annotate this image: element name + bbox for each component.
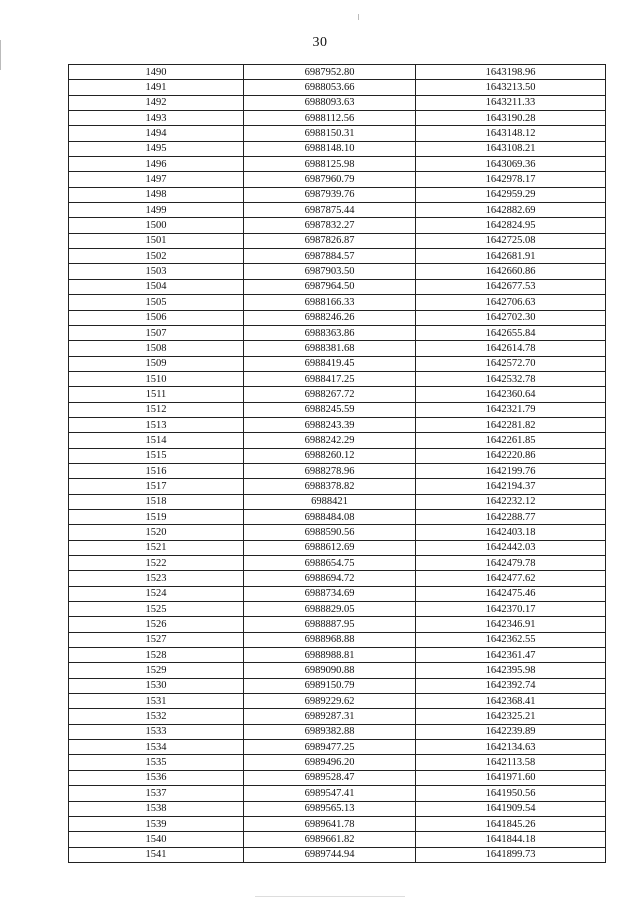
y-coordinate-cell: 1642479.78 — [416, 556, 606, 571]
table-row — [69, 80, 606, 95]
y-coordinate-cell: 1642702.30 — [416, 310, 606, 325]
point-number-cell: 1516 — [69, 463, 244, 478]
point-number-cell: 1528 — [69, 648, 244, 663]
y-coordinate-cell: 1642370.17 — [416, 602, 606, 617]
x-coordinate-cell: 6987832.27 — [244, 218, 416, 233]
x-coordinate-cell: 6988053.66 — [244, 80, 416, 95]
x-coordinate-cell: 6988887.95 — [244, 617, 416, 632]
table-row — [69, 387, 606, 402]
table-row — [69, 249, 606, 264]
x-coordinate-cell: 6988243.39 — [244, 417, 416, 432]
point-number-cell: 1495 — [69, 141, 244, 156]
x-coordinate-cell: 6989641.78 — [244, 816, 416, 831]
y-coordinate-cell: 1641845.26 — [416, 816, 606, 831]
point-number-cell: 1539 — [69, 816, 244, 831]
point-number-cell: 1498 — [69, 187, 244, 202]
y-coordinate-cell: 1643108.21 — [416, 141, 606, 156]
point-number-cell: 1532 — [69, 709, 244, 724]
y-coordinate-cell: 1643069.36 — [416, 157, 606, 172]
table-row — [69, 755, 606, 770]
x-coordinate-cell: 6987960.79 — [244, 172, 416, 187]
point-number-cell: 1508 — [69, 341, 244, 356]
point-number-cell: 1494 — [69, 126, 244, 141]
table-row — [69, 847, 606, 862]
table-row — [69, 479, 606, 494]
table-row — [69, 341, 606, 356]
y-coordinate-cell: 1642978.17 — [416, 172, 606, 187]
x-coordinate-cell: 6989744.94 — [244, 847, 416, 862]
x-coordinate-cell: 6988242.29 — [244, 433, 416, 448]
y-coordinate-cell: 1643211.33 — [416, 95, 606, 110]
y-coordinate-cell: 1642475.46 — [416, 586, 606, 601]
point-number-cell: 1490 — [69, 65, 244, 80]
y-coordinate-cell: 1642706.63 — [416, 295, 606, 310]
table-row — [69, 494, 606, 509]
x-coordinate-cell: 6988166.33 — [244, 295, 416, 310]
table-row — [69, 694, 606, 709]
point-number-cell: 1509 — [69, 356, 244, 371]
point-number-cell: 1491 — [69, 80, 244, 95]
table-row — [69, 617, 606, 632]
y-coordinate-cell: 1642360.64 — [416, 387, 606, 402]
coordinates-table-body — [69, 65, 606, 863]
x-coordinate-cell: 6988612.69 — [244, 540, 416, 555]
table-row — [69, 325, 606, 340]
x-coordinate-cell: 6989229.62 — [244, 694, 416, 709]
table-row — [69, 648, 606, 663]
y-coordinate-cell: 1642199.76 — [416, 463, 606, 478]
y-coordinate-cell: 1642321.79 — [416, 402, 606, 417]
y-coordinate-cell: 1642325.21 — [416, 709, 606, 724]
x-coordinate-cell: 6987939.76 — [244, 187, 416, 202]
x-coordinate-cell: 6989382.88 — [244, 724, 416, 739]
point-number-cell: 1523 — [69, 571, 244, 586]
y-coordinate-cell: 1641909.54 — [416, 801, 606, 816]
table-row — [69, 571, 606, 586]
table-row — [69, 509, 606, 524]
y-coordinate-cell: 1642477.62 — [416, 571, 606, 586]
x-coordinate-cell: 6987875.44 — [244, 203, 416, 218]
y-coordinate-cell: 1641899.73 — [416, 847, 606, 862]
table-row — [69, 816, 606, 831]
x-coordinate-cell: 6989528.47 — [244, 770, 416, 785]
y-coordinate-cell: 1642824.95 — [416, 218, 606, 233]
coordinates-table — [68, 64, 606, 863]
y-coordinate-cell: 1642281.82 — [416, 417, 606, 432]
y-coordinate-cell: 1641844.18 — [416, 832, 606, 847]
y-coordinate-cell: 1642655.84 — [416, 325, 606, 340]
point-number-cell: 1502 — [69, 249, 244, 264]
table-row — [69, 218, 606, 233]
point-number-cell: 1503 — [69, 264, 244, 279]
table-row — [69, 417, 606, 432]
x-coordinate-cell: 6989565.13 — [244, 801, 416, 816]
point-number-cell: 1538 — [69, 801, 244, 816]
table-row — [69, 586, 606, 601]
y-coordinate-cell: 1642681.91 — [416, 249, 606, 264]
table-row — [69, 310, 606, 325]
point-number-cell: 1497 — [69, 172, 244, 187]
point-number-cell: 1504 — [69, 279, 244, 294]
y-coordinate-cell: 1642882.69 — [416, 203, 606, 218]
y-coordinate-cell: 1642392.74 — [416, 678, 606, 693]
x-coordinate-cell: 6989496.20 — [244, 755, 416, 770]
y-coordinate-cell: 1642442.03 — [416, 540, 606, 555]
y-coordinate-cell: 1642113.58 — [416, 755, 606, 770]
point-number-cell: 1512 — [69, 402, 244, 417]
table-row — [69, 463, 606, 478]
point-number-cell: 1505 — [69, 295, 244, 310]
x-coordinate-cell: 6988378.82 — [244, 479, 416, 494]
table-row — [69, 525, 606, 540]
x-coordinate-cell: 6988148.10 — [244, 141, 416, 156]
point-number-cell: 1525 — [69, 602, 244, 617]
table-row — [69, 786, 606, 801]
table-row — [69, 65, 606, 80]
table-row — [69, 663, 606, 678]
point-number-cell: 1529 — [69, 663, 244, 678]
scan-artifact-left — [0, 40, 1, 70]
table-row — [69, 172, 606, 187]
point-number-cell: 1533 — [69, 724, 244, 739]
x-coordinate-cell: 6989287.31 — [244, 709, 416, 724]
table-row — [69, 371, 606, 386]
table-row — [69, 264, 606, 279]
x-coordinate-cell: 6988150.31 — [244, 126, 416, 141]
y-coordinate-cell: 1642239.89 — [416, 724, 606, 739]
point-number-cell: 1520 — [69, 525, 244, 540]
point-number-cell: 1521 — [69, 540, 244, 555]
x-coordinate-cell: 6988694.72 — [244, 571, 416, 586]
x-coordinate-cell: 6987903.50 — [244, 264, 416, 279]
y-coordinate-cell: 1643148.12 — [416, 126, 606, 141]
point-number-cell: 1496 — [69, 157, 244, 172]
y-coordinate-cell: 1642403.18 — [416, 525, 606, 540]
table-row — [69, 724, 606, 739]
y-coordinate-cell: 1642220.86 — [416, 448, 606, 463]
x-coordinate-cell: 6988125.98 — [244, 157, 416, 172]
table-row — [69, 356, 606, 371]
point-number-cell: 1492 — [69, 95, 244, 110]
table-row — [69, 770, 606, 785]
x-coordinate-cell: 6988988.81 — [244, 648, 416, 663]
point-number-cell: 1526 — [69, 617, 244, 632]
x-coordinate-cell: 6987884.57 — [244, 249, 416, 264]
table-row — [69, 295, 606, 310]
table-row — [69, 233, 606, 248]
point-number-cell: 1527 — [69, 632, 244, 647]
y-coordinate-cell: 1641971.60 — [416, 770, 606, 785]
table-row — [69, 832, 606, 847]
table-row — [69, 602, 606, 617]
x-coordinate-cell: 6989090.88 — [244, 663, 416, 678]
x-coordinate-cell: 6988278.96 — [244, 463, 416, 478]
point-number-cell: 1513 — [69, 417, 244, 432]
y-coordinate-cell: 1641950.56 — [416, 786, 606, 801]
y-coordinate-cell: 1642346.91 — [416, 617, 606, 632]
table-row — [69, 126, 606, 141]
x-coordinate-cell: 6988363.86 — [244, 325, 416, 340]
table-row — [69, 141, 606, 156]
table-row — [69, 448, 606, 463]
y-coordinate-cell: 1642614.78 — [416, 341, 606, 356]
point-number-cell: 1541 — [69, 847, 244, 862]
table-row — [69, 433, 606, 448]
point-number-cell: 1507 — [69, 325, 244, 340]
x-coordinate-cell: 6988590.56 — [244, 525, 416, 540]
x-coordinate-cell: 6989661.82 — [244, 832, 416, 847]
y-coordinate-cell: 1643213.50 — [416, 80, 606, 95]
point-number-cell: 1535 — [69, 755, 244, 770]
x-coordinate-cell: 6988112.56 — [244, 111, 416, 126]
scan-artifact-bottom — [255, 896, 405, 897]
point-number-cell: 1506 — [69, 310, 244, 325]
point-number-cell: 1518 — [69, 494, 244, 509]
x-coordinate-cell: 6988260.12 — [244, 448, 416, 463]
y-coordinate-cell: 1642361.47 — [416, 648, 606, 663]
y-coordinate-cell: 1642368.41 — [416, 694, 606, 709]
x-coordinate-cell: 6989150.79 — [244, 678, 416, 693]
y-coordinate-cell: 1642362.55 — [416, 632, 606, 647]
table-row — [69, 279, 606, 294]
point-number-cell: 1519 — [69, 509, 244, 524]
table-row — [69, 709, 606, 724]
table-row — [69, 111, 606, 126]
x-coordinate-cell: 6988093.63 — [244, 95, 416, 110]
y-coordinate-cell: 1642288.77 — [416, 509, 606, 524]
x-coordinate-cell: 6989547.41 — [244, 786, 416, 801]
x-coordinate-cell: 6988829.05 — [244, 602, 416, 617]
x-coordinate-cell: 6988419.45 — [244, 356, 416, 371]
page-number: 30 — [312, 35, 328, 50]
table-row — [69, 556, 606, 571]
point-number-cell: 1537 — [69, 786, 244, 801]
y-coordinate-cell: 1642134.63 — [416, 740, 606, 755]
x-coordinate-cell: 6987826.87 — [244, 233, 416, 248]
point-number-cell: 1510 — [69, 371, 244, 386]
y-coordinate-cell: 1643198.96 — [416, 65, 606, 80]
table-row — [69, 187, 606, 202]
point-number-cell: 1534 — [69, 740, 244, 755]
point-number-cell: 1524 — [69, 586, 244, 601]
y-coordinate-cell: 1642194.37 — [416, 479, 606, 494]
x-coordinate-cell: 6988417.25 — [244, 371, 416, 386]
point-number-cell: 1514 — [69, 433, 244, 448]
y-coordinate-cell: 1642677.53 — [416, 279, 606, 294]
x-coordinate-cell: 6988421 — [244, 494, 416, 509]
table-row — [69, 540, 606, 555]
table-row — [69, 678, 606, 693]
x-coordinate-cell: 6988654.75 — [244, 556, 416, 571]
table-row — [69, 95, 606, 110]
point-number-cell: 1500 — [69, 218, 244, 233]
y-coordinate-cell: 1642261.85 — [416, 433, 606, 448]
table-row — [69, 203, 606, 218]
table-row — [69, 157, 606, 172]
table-row — [69, 402, 606, 417]
y-coordinate-cell: 1642395.98 — [416, 663, 606, 678]
table-row — [69, 740, 606, 755]
table-row — [69, 632, 606, 647]
y-coordinate-cell: 1642232.12 — [416, 494, 606, 509]
point-number-cell: 1517 — [69, 479, 244, 494]
point-number-cell: 1501 — [69, 233, 244, 248]
x-coordinate-cell: 6988484.08 — [244, 509, 416, 524]
y-coordinate-cell: 1642660.86 — [416, 264, 606, 279]
y-coordinate-cell: 1642725.08 — [416, 233, 606, 248]
point-number-cell: 1531 — [69, 694, 244, 709]
point-number-cell: 1515 — [69, 448, 244, 463]
x-coordinate-cell: 6989477.25 — [244, 740, 416, 755]
table-row — [69, 801, 606, 816]
x-coordinate-cell: 6988267.72 — [244, 387, 416, 402]
y-coordinate-cell: 1642532.78 — [416, 371, 606, 386]
x-coordinate-cell: 6988246.26 — [244, 310, 416, 325]
scan-artifact-top — [358, 14, 359, 20]
x-coordinate-cell: 6988734.69 — [244, 586, 416, 601]
point-number-cell: 1511 — [69, 387, 244, 402]
point-number-cell: 1536 — [69, 770, 244, 785]
x-coordinate-cell: 6988381.68 — [244, 341, 416, 356]
point-number-cell: 1522 — [69, 556, 244, 571]
y-coordinate-cell: 1643190.28 — [416, 111, 606, 126]
x-coordinate-cell: 6987952.80 — [244, 65, 416, 80]
point-number-cell: 1530 — [69, 678, 244, 693]
point-number-cell: 1493 — [69, 111, 244, 126]
x-coordinate-cell: 6987964.50 — [244, 279, 416, 294]
point-number-cell: 1499 — [69, 203, 244, 218]
y-coordinate-cell: 1642959.29 — [416, 187, 606, 202]
x-coordinate-cell: 6988245.59 — [244, 402, 416, 417]
x-coordinate-cell: 6988968.88 — [244, 632, 416, 647]
y-coordinate-cell: 1642572.70 — [416, 356, 606, 371]
point-number-cell: 1540 — [69, 832, 244, 847]
